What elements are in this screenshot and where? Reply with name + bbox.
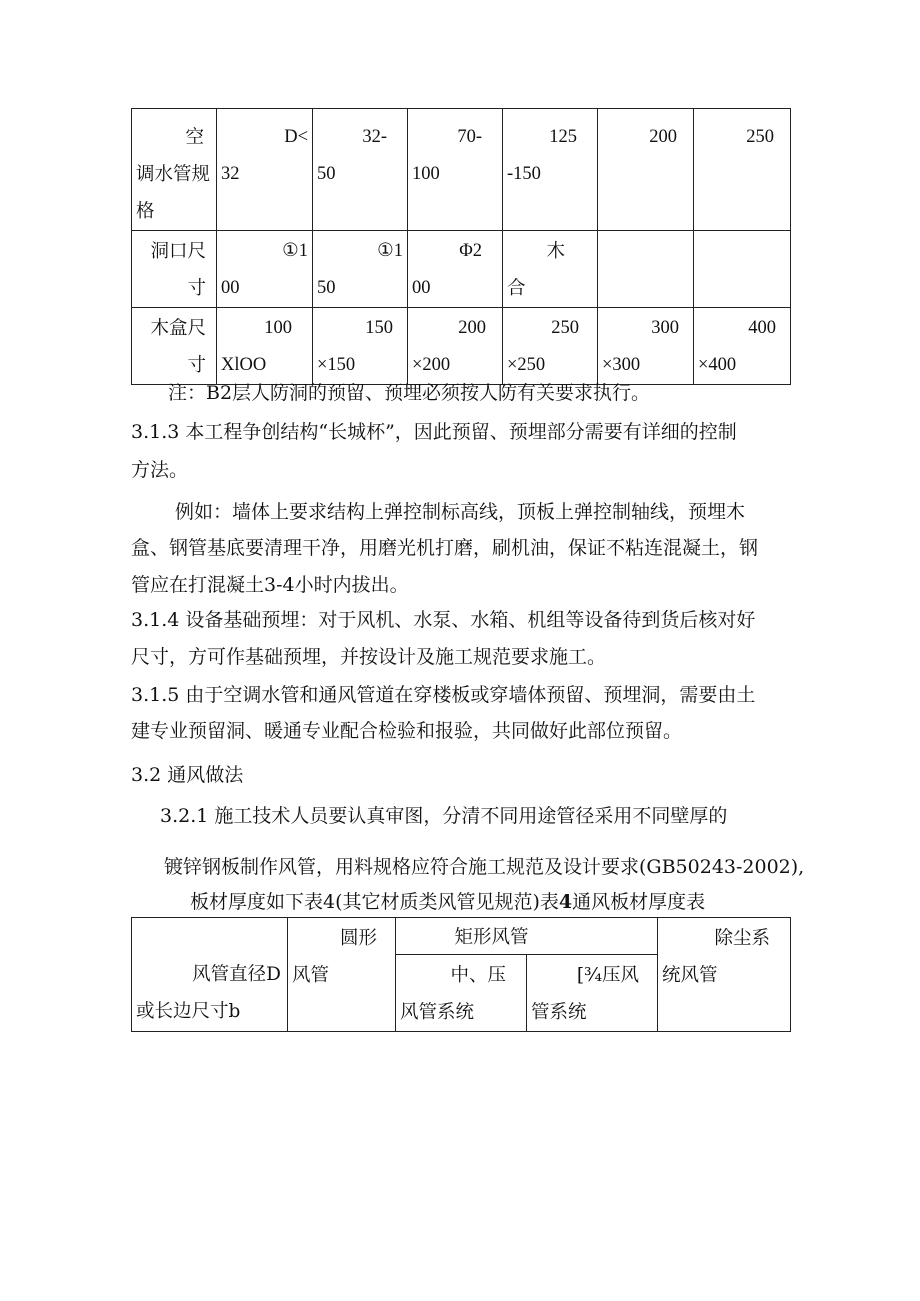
table-cell: 200 ×200 [408, 308, 503, 385]
table-cell: Φ2 00 [408, 231, 503, 308]
table-cell: 250 ×250 [503, 308, 598, 385]
para-3-1-3-line2: 方法。 [131, 459, 189, 481]
para-3-1-5-line1: 3.1.5 由于空调水管和通风管道在穿楼板或穿墙体预留、预埋洞，需要由土 [131, 684, 756, 706]
example-line3: 管应在打混凝土3-4小时内拔出。 [131, 574, 409, 596]
table-cell: 木 合 [503, 231, 598, 308]
header-duct-size: 风管直径D 或长边尺寸b [132, 918, 288, 1032]
table-cell [694, 231, 791, 308]
row-header: 木盒尺 寸 [132, 308, 217, 385]
table-cell: 250 [694, 109, 791, 231]
table-cell: 300 ×300 [598, 308, 694, 385]
pipe-spec-table [131, 108, 791, 385]
table-row [132, 231, 791, 308]
header-rect-duct: 矩形风管 [396, 918, 658, 955]
table-cell: 100 XlOO [217, 308, 313, 385]
table-cell: 400 ×400 [694, 308, 791, 385]
duct-thickness-table [131, 917, 791, 1032]
header-medium-pressure: 中、压 风管系统 [396, 955, 527, 1032]
row-header: 洞口尺 寸 [132, 231, 217, 308]
para-3-1-4-line2: 尺寸，方可作基础预埋，并按设计及施工规范要求施工。 [131, 646, 607, 668]
table-cell: ①1 00 [217, 231, 313, 308]
para-3-1-3-line1: 3.1.3 本工程争创结构“长城杯”，因此预留、预埋部分需要有详细的控制 [131, 421, 737, 443]
table-cell: D< 32 [217, 109, 313, 231]
para-3-2-1-line3: 板材厚度如下表4(其它材质类风管见规范)表4通风板材厚度表 [190, 891, 706, 913]
header-dust-duct: 除尘系 统风管 [658, 918, 791, 1032]
para-3-2-1-line2: 镀锌钢板制作风管，用料规格应符合施工规范及设计要求(GB50243-2002), [164, 856, 805, 878]
example-line1: 例如：墙体上要求结构上弹控制标高线，顶板上弹控制轴线，预埋木 [175, 501, 746, 523]
row-header: 空 调水管规 格 [132, 109, 217, 231]
para-3-2-1-line1: 3.2.1 施工技术人员要认真审图，分清不同用途管径采用不同壁厚的 [160, 805, 728, 827]
table-cell: ①1 50 [313, 231, 408, 308]
table-row [132, 308, 791, 385]
table-cell [598, 231, 694, 308]
table-row [132, 109, 791, 231]
table-note: 注：B2层人防洞的预留、预埋必须按人防有关要求执行。 [168, 382, 651, 404]
para-3-1-5-line2: 建专业预留洞、暖通专业配合检验和报验，共同做好此部位预留。 [131, 720, 683, 742]
table-cell: 150 ×150 [313, 308, 408, 385]
example-line2: 盒、钢管基底要清理干净，用磨光机打磨，刷机油，保证不粘连混凝土，钢 [131, 537, 759, 559]
header-round-duct: 圆形 风管 [288, 918, 396, 1032]
section-heading-3-2: 3.2 通风做法 [131, 764, 244, 786]
table-cell: 200 [598, 109, 694, 231]
table-cell: 125 -150 [503, 109, 598, 231]
para-3-1-4-line1: 3.1.4 设备基础预埋：对于风机、水泵、水箱、机组等设备待到货后核对好 [131, 609, 756, 631]
header-high-pressure: [¾压风 管系统 [527, 955, 658, 1032]
table-row [132, 918, 791, 955]
table-cell: 32- 50 [313, 109, 408, 231]
table-cell: 70- 100 [408, 109, 503, 231]
